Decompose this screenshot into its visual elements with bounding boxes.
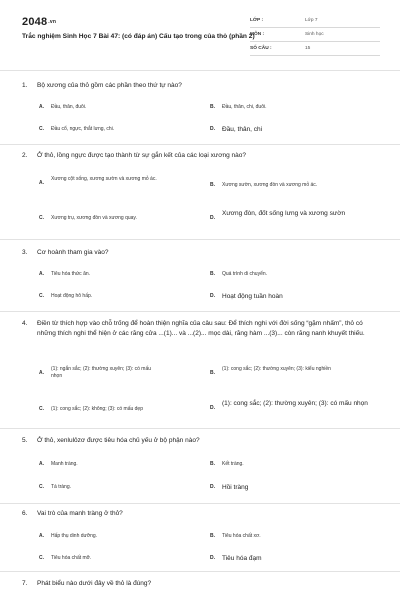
option-a[interactable] — [39, 366, 204, 380]
question-text — [22, 509, 382, 519]
option-letter: A. — [39, 461, 44, 467]
option-letter: B. — [210, 533, 215, 539]
logo-suffix: .vn — [48, 19, 57, 26]
option-letter: D. — [210, 293, 215, 299]
option-letter: B. — [210, 271, 215, 277]
option-a[interactable] — [39, 176, 199, 186]
divider — [0, 571, 400, 572]
meta-label: LỚP : — [250, 18, 264, 23]
option-letter: C. — [39, 555, 44, 561]
meta-table — [250, 14, 380, 56]
option-text: Hoạt động tuần hoàn — [222, 293, 283, 300]
meta-value: 15 — [305, 46, 311, 51]
option-a[interactable] — [39, 104, 199, 111]
question-text — [22, 319, 382, 339]
option-letter: A. — [39, 180, 44, 186]
meta-value: Lớp 7 — [305, 18, 318, 23]
meta-row-count — [250, 42, 380, 56]
option-letter: A. — [39, 370, 44, 376]
option-text: Xương sườn, xương đòn và xương mỏ ác. — [222, 182, 318, 188]
question-number: 6. — [22, 510, 28, 517]
question-number: 7. — [22, 580, 28, 587]
site-logo[interactable] — [22, 16, 56, 28]
question-7 — [22, 579, 382, 589]
option-text: Hoạt động hô hấp. — [51, 293, 93, 299]
meta-value: Sinh học — [305, 32, 324, 37]
option-b[interactable] — [210, 366, 382, 376]
document-title: Trắc nghiệm Sinh Học 7 Bài 47: (có đáp án) Cấu tạo trong của thỏ (phần 2) — [22, 33, 255, 40]
option-text: Đầu, thân, chi, đuôi. — [222, 104, 267, 110]
meta-row-class — [250, 14, 380, 28]
option-letter: B. — [210, 370, 215, 376]
option-b[interactable] — [210, 104, 380, 111]
option-text: (1): cong sắc; (2): không; (3): có mấu dẹp — [51, 406, 143, 412]
option-c[interactable] — [39, 406, 209, 413]
option-c[interactable] — [39, 555, 199, 562]
question-number: 1. — [22, 82, 28, 89]
option-text: (1): cong sắc; (2): thường xuyên; (3): kiểu nghiền — [222, 366, 331, 372]
option-letter: D. — [210, 405, 215, 411]
option-text: Đầu cổ, ngực, thắt lưng, chi. — [51, 126, 115, 132]
question-number: 2. — [22, 152, 28, 159]
option-letter: B. — [210, 461, 215, 467]
option-text: Xương đòn, đốt sống lưng và xương sườn — [222, 210, 346, 217]
option-text: Tiêu hóa đạm — [222, 555, 262, 562]
option-text: Manh tràng. — [51, 461, 78, 467]
option-c[interactable] — [39, 126, 199, 133]
option-letter: C. — [39, 293, 44, 299]
divider — [0, 503, 400, 504]
option-a[interactable] — [39, 533, 199, 540]
question-text — [22, 151, 382, 161]
logo-text: 2048 — [22, 16, 48, 28]
divider — [0, 239, 400, 240]
divider — [0, 70, 400, 71]
option-b[interactable] — [210, 461, 380, 468]
divider — [0, 428, 400, 429]
question-label: Cơ hoành tham gia vào? — [37, 249, 109, 256]
question-label: Phát biểu nào dưới đây về thỏ là đúng? — [37, 580, 152, 587]
meta-label: MÔN : — [250, 32, 265, 37]
option-c[interactable] — [39, 215, 199, 222]
option-letter: D. — [210, 215, 215, 221]
option-text: (1): cong sắc; (2): thường xuyên; (3): có mấu nhọn — [222, 400, 368, 407]
option-d[interactable] — [210, 292, 380, 301]
option-text: Tá tràng. — [51, 484, 72, 490]
option-d[interactable] — [210, 483, 380, 492]
divider — [0, 144, 400, 145]
question-label: Ở thỏ, xenlulôzơ được tiêu hóa chủ yếu ở bộ phận nào? — [37, 437, 200, 444]
option-a[interactable] — [39, 461, 199, 468]
option-d[interactable] — [210, 399, 380, 411]
option-d[interactable] — [210, 125, 380, 134]
option-text: Tiêu hóa chất xơ. — [222, 533, 261, 539]
option-text: Hấp thụ dinh dưỡng. — [51, 533, 98, 539]
option-letter: C. — [39, 484, 44, 490]
question-text — [22, 248, 382, 258]
question-number: 4. — [22, 320, 28, 327]
question-label: Vai trò của manh tràng ở thỏ? — [37, 510, 123, 517]
question-text — [22, 81, 382, 91]
question-text — [22, 436, 382, 446]
question-1 — [22, 81, 382, 133]
option-text: Quá trình di chuyển. — [222, 271, 268, 277]
question-number: 5. — [22, 437, 28, 444]
option-text: Tiêu hóa chất mỡ. — [51, 555, 92, 561]
question-number: 3. — [22, 249, 28, 256]
option-c[interactable] — [39, 293, 199, 300]
question-label: Ở thỏ, lồng ngực được tạo thành từ sự gắn kết của các loại xương nào? — [37, 152, 246, 159]
option-text: Tiêu hóa thức ăn. — [51, 271, 91, 277]
option-a[interactable] — [39, 271, 199, 278]
option-letter: D. — [210, 484, 215, 490]
question-label: Bộ xương của thỏ gồm các phần theo thứ tự nào? — [37, 82, 182, 89]
option-letter: C. — [39, 215, 44, 221]
option-letter: B. — [210, 182, 215, 188]
option-letter: A. — [39, 533, 44, 539]
option-letter: C. — [39, 126, 44, 132]
option-text: Xương trụ, xương đòn và xương quay. — [51, 215, 137, 221]
question-label: Điền từ thích hợp vào chỗ trống để hoàn thiện nghĩa của câu sau: Để thích nghi với đời sống “gặm nhấm”, thỏ có những thích nghi thể hiện ở các răng cửa ...(1)... và ...(2)... mọc dài, răng hàm ...(3)... còn răng nanh khuyết thiếu. — [37, 320, 365, 337]
meta-row-subject — [250, 28, 380, 42]
option-b[interactable] — [210, 271, 380, 278]
question-3 — [22, 248, 382, 300]
option-letter: A. — [39, 271, 44, 277]
option-text: Xương cột sống, xương sườn và xương mỏ ác. — [51, 176, 157, 182]
option-b[interactable] — [210, 182, 382, 189]
meta-label: SỐ CÂU : — [250, 46, 272, 51]
question-6 — [22, 509, 382, 562]
option-text: Kết tràng. — [222, 461, 244, 467]
option-b[interactable] — [210, 533, 380, 540]
divider — [0, 311, 400, 312]
question-text — [22, 579, 382, 589]
option-letter: A. — [39, 104, 44, 110]
question-4 — [22, 319, 382, 412]
option-letter: D. — [210, 555, 215, 561]
option-text: (1): ngắn sắc; (2): thường xuyên; (3): có mấu nhọn — [51, 366, 152, 379]
option-text: Đầu, thân, chi — [222, 126, 263, 133]
option-d[interactable] — [210, 209, 380, 221]
option-text: Đầu, thân, đuôi. — [51, 104, 87, 110]
question-5 — [22, 436, 382, 491]
option-c[interactable] — [39, 484, 199, 491]
option-letter: C. — [39, 406, 44, 412]
option-d[interactable] — [210, 554, 380, 563]
option-letter: D. — [210, 126, 215, 132]
page-header — [22, 14, 380, 66]
question-2 — [22, 151, 382, 221]
option-letter: B. — [210, 104, 215, 110]
option-text: Hồi tràng — [222, 484, 249, 491]
